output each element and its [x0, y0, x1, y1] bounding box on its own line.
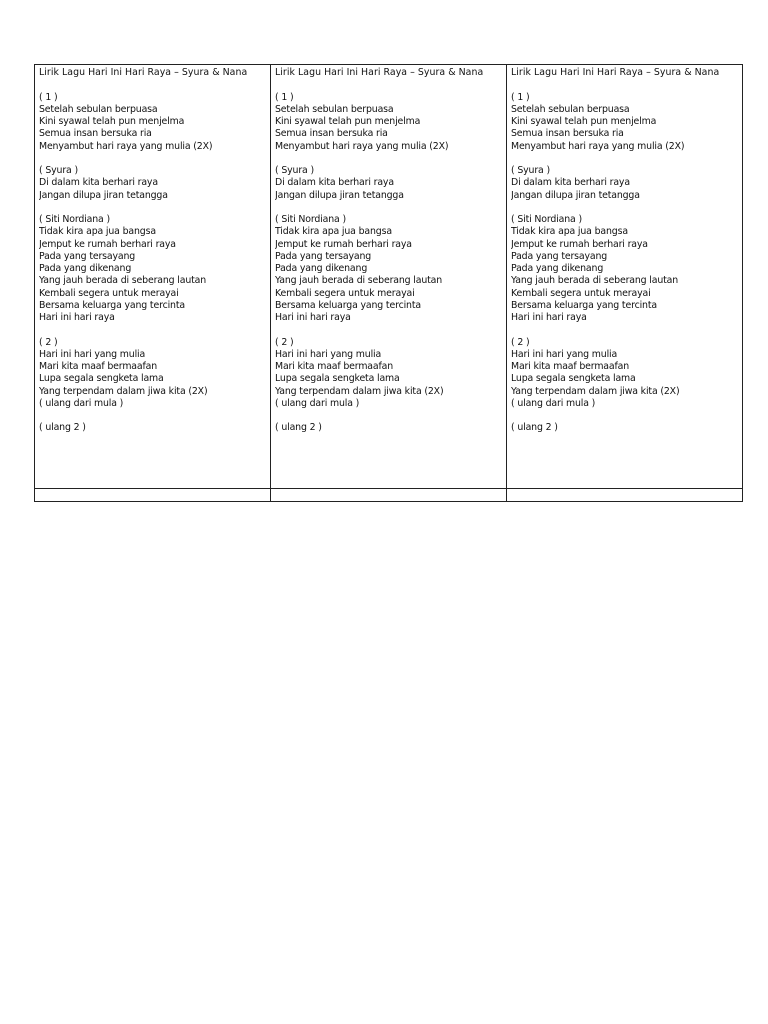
lyric-line: Mari kita maaf bermaafan [275, 361, 394, 372]
lyric-line: Setelah sebulan berpuasa [39, 103, 158, 115]
lyric-line: Setelah sebulan berpuasa [275, 103, 394, 115]
lyric-line: Jangan dilupa jiran tetangga [275, 189, 404, 201]
lyric-line: Hari ini hari yang mulia [275, 348, 382, 360]
stanza-gap [39, 153, 270, 165]
stanza-gap [39, 324, 270, 336]
lyric-line: Semua insan bersuka ria [39, 128, 152, 140]
lyric-line: Hari ini hari raya [511, 312, 587, 323]
lyric-line: Kini syawal telah pun menjelma [39, 116, 185, 127]
stanza-gap [511, 410, 742, 422]
footer-cell-2 [271, 489, 507, 502]
lyric-line: Lupa segala sengketa lama [275, 373, 400, 385]
stanza-heading: ( Syura ) [511, 165, 550, 176]
lyric-line: Kini syawal telah pun menjelma [275, 116, 421, 127]
stanza-heading: ( 1 ) [39, 91, 58, 103]
lyric-line: Yang jauh berada di seberang lautan [39, 275, 207, 287]
stanza-heading: ( 1 ) [275, 91, 294, 103]
stanza-heading: ( Siti Nordiana ) [275, 214, 346, 225]
stanza-heading: ( 1 ) [511, 91, 530, 103]
empty-footer-row [35, 489, 743, 502]
lyric-line: Yang terpendam dalam jiwa kita (2X) [511, 385, 680, 397]
lyrics-table [34, 64, 743, 502]
lyric-line: Mari kita maaf bermaafan [39, 361, 158, 372]
stanza-heading: ( 2 ) [275, 336, 294, 348]
stanza-gap [511, 202, 742, 214]
stanza-gap [275, 410, 506, 422]
stanza-gap [275, 202, 506, 214]
lyric-line: Menyambut hari raya yang mulia (2X) [275, 140, 449, 152]
lyric-line: Mari kita maaf bermaafan [511, 361, 630, 372]
lyric-line: Pada yang tersayang [511, 250, 608, 262]
lyric-column-1 [35, 65, 271, 489]
lyric-line: Jemput ke rumah berhari raya [275, 238, 412, 250]
lyric-line: Bersama keluarga yang tercinta [511, 299, 657, 311]
lyric-line: ( ulang dari mula ) [275, 397, 360, 409]
lyric-line: Jangan dilupa jiran tetangga [511, 189, 640, 201]
lyric-line: Menyambut hari raya yang mulia (2X) [511, 140, 685, 152]
lyric-line: Pada yang tersayang [39, 250, 136, 262]
lyric-line: Semua insan bersuka ria [275, 128, 388, 140]
lyric-title: Lirik Lagu Hari Ini Hari Raya – Syura & Nana [275, 67, 484, 78]
lyric-line: Kembali segera untuk merayai [39, 287, 179, 299]
stanza-gap [275, 153, 506, 165]
lyric-line: Hari ini hari yang mulia [39, 348, 146, 360]
lyric-line: Kini syawal telah pun menjelma [511, 116, 657, 127]
lyric-line: Tidak kira apa jua bangsa [511, 226, 628, 238]
lyric-line: Di dalam kita berhari raya [275, 177, 394, 189]
stanza-heading: ( ulang 2 ) [275, 422, 322, 434]
stanza-gap [511, 324, 742, 336]
lyric-line: Hari ini hari raya [275, 312, 351, 323]
lyric-line: Yang terpendam dalam jiwa kita (2X) [39, 385, 208, 397]
lyric-line: Jangan dilupa jiran tetangga [39, 189, 168, 201]
stanza-heading: ( Siti Nordiana ) [39, 214, 110, 225]
lyric-line: Pada yang tersayang [275, 250, 372, 262]
lyric-line: ( ulang dari mula ) [511, 397, 596, 409]
footer-cell-1 [35, 489, 271, 502]
lyric-column-3 [507, 65, 743, 489]
lyric-line: Yang jauh berada di seberang lautan [275, 275, 443, 287]
lyric-line: Di dalam kita berhari raya [511, 177, 630, 189]
lyric-line: Pada yang dikenang [39, 263, 132, 274]
stanza-heading: ( Syura ) [275, 165, 314, 176]
lyric-line: Jemput ke rumah berhari raya [511, 238, 648, 250]
lyric-line: Jemput ke rumah berhari raya [39, 238, 176, 250]
lyric-line: Kembali segera untuk merayai [511, 287, 651, 299]
lyric-line: Bersama keluarga yang tercinta [39, 299, 185, 311]
lyric-line: Yang jauh berada di seberang lautan [511, 275, 679, 287]
stanza-gap [39, 202, 270, 214]
lyric-line: Tidak kira apa jua bangsa [39, 226, 156, 238]
lyric-line: Bersama keluarga yang tercinta [275, 299, 421, 311]
lyric-line: Semua insan bersuka ria [511, 128, 624, 140]
footer-cell-3 [507, 489, 743, 502]
lyric-line: Di dalam kita berhari raya [39, 177, 158, 189]
lyric-line: Setelah sebulan berpuasa [511, 103, 630, 115]
stanza-heading: ( ulang 2 ) [39, 422, 86, 434]
lyric-line: Hari ini hari yang mulia [511, 348, 618, 360]
lyric-title: Lirik Lagu Hari Ini Hari Raya – Syura & Nana [39, 67, 248, 78]
lyric-line: Pada yang dikenang [511, 263, 604, 274]
lyric-title: Lirik Lagu Hari Ini Hari Raya – Syura & Nana [511, 67, 720, 78]
stanza-gap [511, 153, 742, 165]
lyric-line: Yang terpendam dalam jiwa kita (2X) [275, 385, 444, 397]
stanza-heading: ( Siti Nordiana ) [511, 214, 582, 225]
lyric-line: Menyambut hari raya yang mulia (2X) [39, 140, 213, 152]
stanza-gap [275, 324, 506, 336]
stanza-gap [39, 79, 270, 91]
lyric-line: Lupa segala sengketa lama [511, 373, 636, 385]
stanza-heading: ( ulang 2 ) [511, 422, 558, 434]
lyric-line: ( ulang dari mula ) [39, 397, 124, 409]
stanza-gap [275, 79, 506, 91]
lyric-line: Pada yang dikenang [275, 263, 368, 274]
lyric-line: Hari ini hari raya [39, 312, 115, 323]
lyric-line: Tidak kira apa jua bangsa [275, 226, 392, 238]
lyrics-row [35, 65, 743, 489]
lyric-column-2 [271, 65, 507, 489]
lyric-line: Lupa segala sengketa lama [39, 373, 164, 385]
stanza-heading: ( 2 ) [39, 336, 58, 348]
stanza-gap [39, 410, 270, 422]
stanza-heading: ( 2 ) [511, 336, 530, 348]
lyric-line: Kembali segera untuk merayai [275, 287, 415, 299]
stanza-gap [511, 79, 742, 91]
stanza-heading: ( Syura ) [39, 165, 78, 176]
